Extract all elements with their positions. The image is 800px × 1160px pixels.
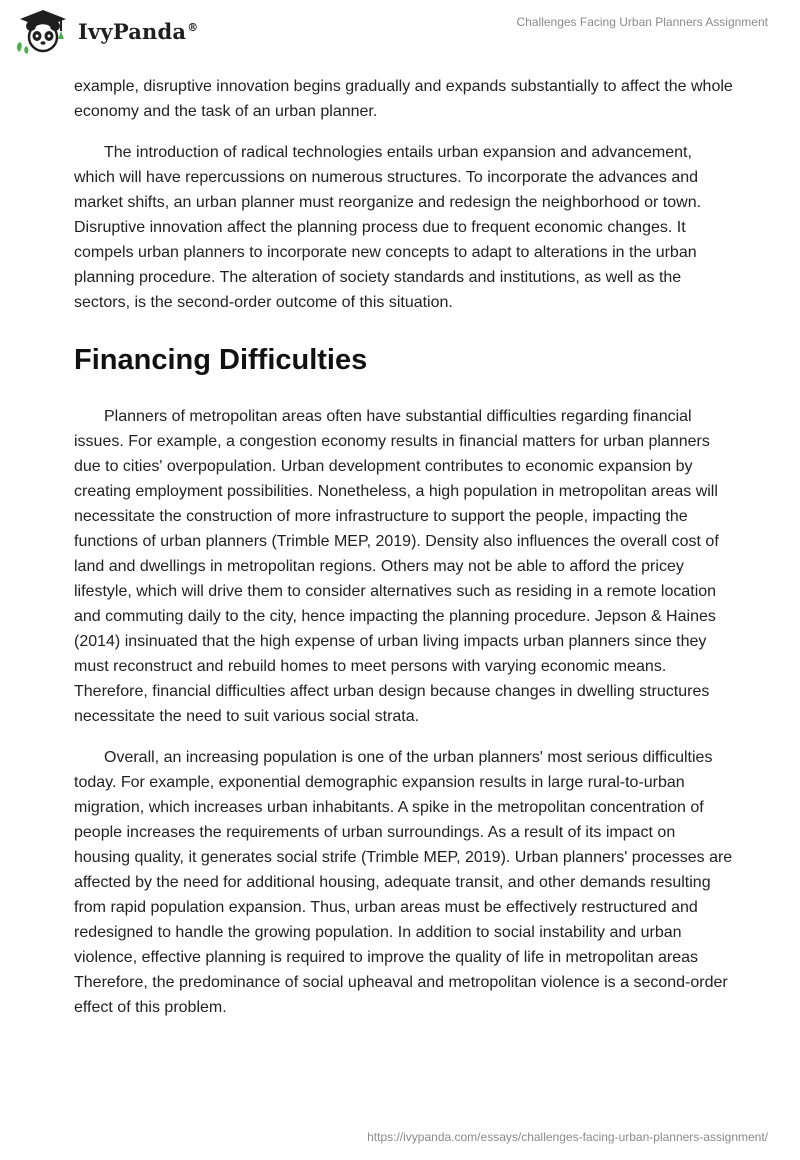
brand-name: IvyPanda® <box>78 18 199 44</box>
paragraph-radical-technologies: The introduction of radical technologies entails urban expansion and advancement, which will have repercussions on numerous structures. To incorporate the advances and market shifts, an urban planner must reorganize and redesign the neighborhood or town. Disruptive innovation affect the planning process due to frequent economic changes. It compels urban planners to incorporate new concepts to adapt to alterations in the urban planning procedure. The alteration of society standards and institutions, as well as the sectors, is the second-order outcome of this situation. <box>74 144 702 311</box>
section-heading-financing: Financing Difficulties <box>74 344 368 376</box>
page-header <box>0 0 800 70</box>
document-title: Challenges Facing Urban Planners Assignment <box>516 15 768 29</box>
panda-graduate-icon <box>14 8 72 54</box>
article-body <box>74 74 734 1036</box>
source-url[interactable]: https://ivypanda.com/essays/challenges-facing-urban-planners-assignment/ <box>367 1130 768 1144</box>
registered-mark: ® <box>187 20 199 34</box>
ivypanda-logo[interactable] <box>14 8 198 54</box>
paragraph-financing: Planners of metropolitan areas often have substantial difficulties regarding financial issues. For example, a congestion economy results in financial matters for urban planners due to cities' overpopulation. Urban development contributes to economic expansion by creating employment possibilities. Nonetheless, a high population in metropolitan areas will necessitate the construction of more infrastructure to support the people, impacting the functions of urban planners (Trimble MEP, 2019). Density also influences the overall cost of land and dwellings in metropolitan regions. Others may not be able to afford the pricey lifestyle, which will drive them to consider alternatives such as residing in a remote location and commuting daily to the city, hence impacting the planning procedure. Jepson & Haines (2014) insinuated that the high expense of urban living impacts urban planners since they must reconstruct and rebuild homes to meet persons with varying economic means. Therefore, financial difficulties affect urban design because changes in dwelling structures necessitate the need to suit various social strata. <box>74 408 719 725</box>
paragraph-continued: example, disruptive innovation begins gradually and expands substantially to affect the whole economy and the task of an urban planner. <box>74 78 733 120</box>
paragraph-population: Overall, an increasing population is one of the urban planners' most serious difficulties today. For example, exponential demographic expansion results in large rural-to-urban migration, which increases urban inhabitants. A spike in the metropolitan concentration of people increases the requirements of urban surroundings. As a result of its impact on housing quality, it generates social strife (Trimble MEP, 2019). Urban planners' processes are affected by the need for additional housing, adequate transit, and other demands resulting from rapid population expansion. Thus, urban areas must be effectively restructured and redesigned to handle the growing population. In addition to social instability and urban violence, effective planning is required to improve the quality of life in metropolitan areas Therefore, the predominance of social upheaval and metropolitan violence is a second-order effect of this problem. <box>74 749 733 1016</box>
